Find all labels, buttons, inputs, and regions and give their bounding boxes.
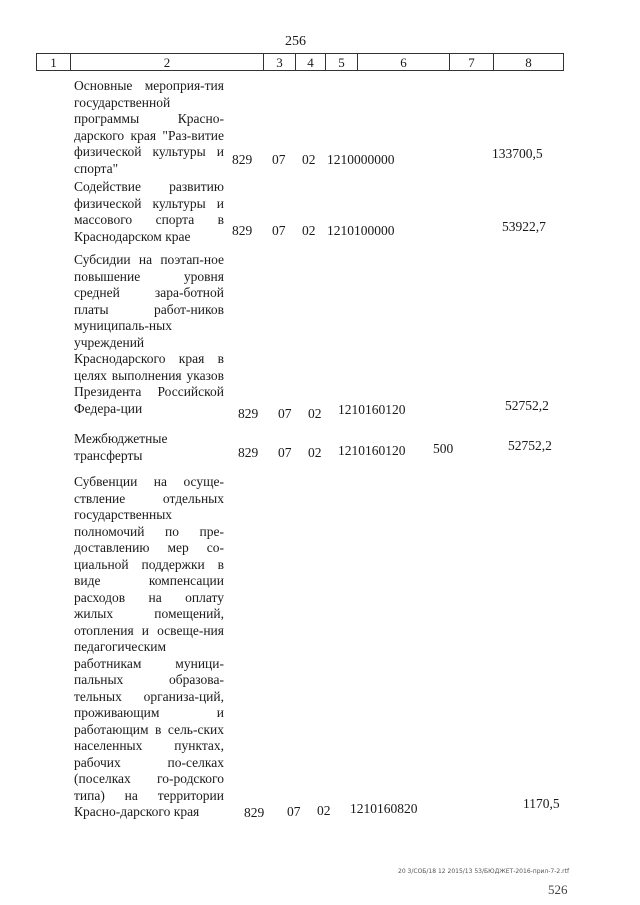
row-code-3: 829	[232, 152, 253, 167]
column-header-1: 1	[37, 54, 71, 70]
row-code-6: 1210160120	[338, 443, 406, 458]
column-header-6: 6	[358, 54, 450, 70]
row-description: Субвенции на осуще-ствление отдельных государственных полномочий по пре-доставлению мер со-циальной поддержки в виде компенсации расходов на оплату жилых помещений, отопления и освеще-ния педагогическим работникам муници-пальных образова-тельных организа-ций, проживающим и работающим в сель-ских населенных пунктах, рабочих по-селках (поселках го-родского типа) на территории Красно-дарского края	[74, 474, 224, 819]
row-amount: 53922,7	[502, 219, 546, 234]
row-code-3: 829	[244, 805, 265, 820]
row-code-6: 1210160820	[350, 801, 418, 816]
column-header-8: 8	[525, 55, 532, 70]
row-code-4: 07	[278, 445, 292, 460]
row-code-5: 02	[302, 152, 316, 167]
row-code-5: 02	[317, 803, 331, 818]
row-code-3: 829	[238, 445, 259, 460]
table-header-row	[36, 53, 564, 71]
row-code-6: 1210160120	[338, 402, 406, 417]
column-header-5: 5	[326, 54, 358, 70]
row-code-4: 07	[272, 152, 286, 167]
column-header-4: 4	[296, 54, 326, 70]
row-description: Субсидии на поэтап-ное повышение уровня средней зара-ботной платы работ-ников муниципаль-ных учреждений Краснодарского края в целях выполнения указов Президента Российской Федера-ции	[74, 252, 224, 416]
row-code-4: 07	[278, 406, 292, 421]
row-code-7: 500	[433, 441, 454, 456]
row-amount: 1170,5	[523, 796, 560, 811]
column-header-2: 2	[71, 54, 264, 70]
row-code-5: 02	[308, 445, 322, 460]
row-code-3: 829	[238, 406, 259, 421]
row-description: Основные мероприя-тия государственной программы Красно-дарского края "Раз-витие физической культуры и спорта"	[74, 78, 224, 176]
row-code-6: 1210100000	[327, 223, 395, 238]
row-description: Содействие развитию физической культуры и массового спорта в Краснодарском крае	[74, 179, 224, 244]
row-code-6: 1210000000	[327, 152, 395, 167]
page-number: 256	[285, 34, 306, 49]
column-header-7: 7	[450, 54, 494, 70]
row-code-4: 07	[272, 223, 286, 238]
column-header-3: 3	[264, 54, 296, 70]
row-amount: 52752,2	[505, 398, 549, 413]
row-description: Межбюджетные трансферты	[74, 431, 168, 463]
row-code-4: 07	[287, 804, 301, 819]
footer-page-number: 526	[548, 882, 568, 897]
footer-file-code: 20 3/СОБ/18 12 2015/13 53/БЮДЖЕТ-2016-прил-7-2.rtf	[398, 868, 570, 875]
row-amount: 133700,5	[492, 146, 543, 161]
row-amount: 52752,2	[508, 438, 552, 453]
row-code-5: 02	[302, 223, 316, 238]
row-code-5: 02	[308, 406, 322, 421]
row-code-3: 829	[232, 223, 253, 238]
